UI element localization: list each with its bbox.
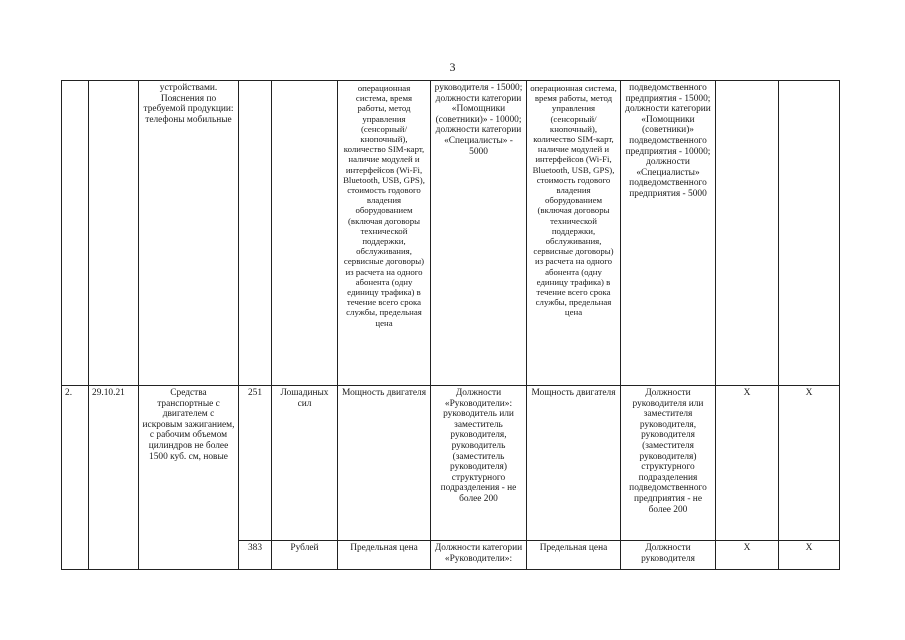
- cell-value: Должности «Руководители»: руководитель или заместитель руководителя, руководитель (заместитель руководителя) структурного подразделения - не более 200: [431, 386, 527, 541]
- cell-characteristic: Мощность двигателя: [338, 386, 431, 541]
- cell-unit-name: Рублей: [272, 541, 338, 570]
- cell-value: руководителя - 15000; должности категории «Помощники (советники)» - 10000; должности категории «Специалисты» - 5000: [431, 81, 527, 386]
- cell-value-sub: Должности руководителя: [621, 541, 716, 570]
- cell-product-name: Средства транспортные с двигателем с искровым зажиганием, с рабочим объемом цилиндров не более 1500 куб. см, новые: [139, 386, 239, 570]
- cell-characteristic-sub: Предельная цена: [527, 541, 621, 570]
- page-number: 3: [449, 60, 456, 74]
- cell-extra-2: [779, 81, 840, 386]
- cell-value-sub: Должности руководителя или заместителя руководителя, руководителя (заместителя руководителя) структурного подразделения подведомственного предприятия - не более 200: [621, 386, 716, 541]
- cell-code: 29.10.21: [89, 386, 139, 570]
- cell-characteristic: операционная система, время работы, метод управления (сенсорный/кнопочный), количество SIM-карт, наличие модулей и интерфейсов (Wi-Fi, Bluetooth, USB, GPS), стоимость годового владения оборудованием (включая договоры технической поддержки, обслуживания, сервисные договоры) из расчета на одного абонента (одну единицу трафика) в течение всего срока службы, предельная цена: [338, 81, 431, 386]
- cell-number: [62, 81, 89, 386]
- table-row: [62, 386, 840, 541]
- cell-unit-name: Лошадиных сил: [272, 386, 338, 541]
- cell-characteristic: Предельная цена: [338, 541, 431, 570]
- cell-extra-1: X: [716, 386, 779, 541]
- cell-characteristic-sub: операционная система, время работы, метод управления (сенсорный/кнопочный), количество SIM-карт, наличие модулей и интерфейсов (Wi-Fi, Bluetooth, USB, GPS), стоимость годового владения оборудованием (включая договоры технической поддержки, обслуживания, сервисные договоры) из расчета на одного абонента (одну единицу трафика) в течение всего срока службы, предельная цена: [527, 81, 621, 386]
- cell-extra-1: [716, 81, 779, 386]
- table-row: [62, 81, 840, 386]
- cell-value-sub: подведомственного предприятия - 15000; должности категории «Помощники (советники)» подведомственного предприятия - 10000; должности «Специалисты» подведомственного предприятия - 5000: [621, 81, 716, 386]
- cell-extra-2: X: [779, 541, 840, 570]
- cell-value: Должности категории «Руководители»:: [431, 541, 527, 570]
- cell-characteristic-sub: Мощность двигателя: [527, 386, 621, 541]
- cell-unit-code: 251: [239, 386, 272, 541]
- cell-number: 2.: [62, 386, 89, 570]
- cell-unit-code: [239, 81, 272, 386]
- cell-product-name: устройствами. Пояснения по требуемой продукции: телефоны мобильные: [139, 81, 239, 386]
- cell-extra-2: X: [779, 386, 840, 541]
- cell-code: [89, 81, 139, 386]
- cell-unit-name: [272, 81, 338, 386]
- cell-unit-code: 383: [239, 541, 272, 570]
- requirements-table: [61, 80, 840, 570]
- cell-extra-1: X: [716, 541, 779, 570]
